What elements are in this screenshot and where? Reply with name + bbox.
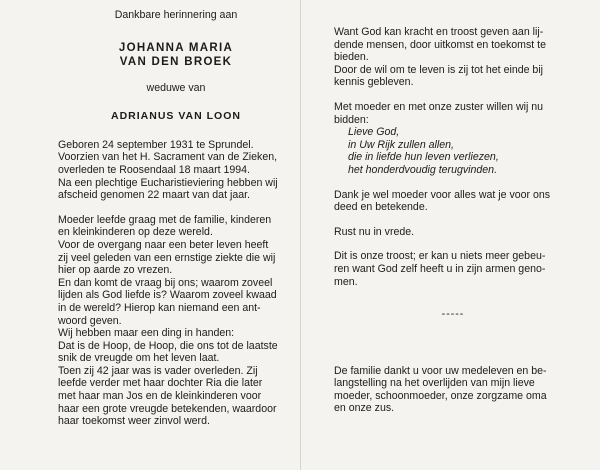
text-line: bieden. [334, 51, 369, 64]
text-line: Dit is onze troost; er kan u niets meer gebeu- [334, 250, 546, 263]
prayer-line: Lieve God, [348, 126, 400, 139]
text-line: lijden als God liefde is? Waarom zoveel kwaad [58, 289, 277, 302]
text-line: met haar man Jos en de kleinkinderen voor [58, 390, 262, 403]
bio-line: Voorzien van het H. Sacrament van de Zieken, [58, 151, 278, 164]
left-page [58, 0, 294, 428]
text-line: woord geven. [58, 314, 122, 327]
right-page [334, 0, 572, 415]
text-line: Toen zij 42 jaar was is vader overleden. Zij [58, 364, 258, 377]
card-fold-line [300, 0, 301, 470]
text-line: en kleinkinderen op deze wereld. [58, 226, 213, 239]
text-line: men. [334, 275, 358, 288]
text-line: Met moeder en met onze zuster willen wij nu [334, 100, 544, 113]
text-line: deed en betekende. [334, 201, 428, 214]
text-line: Want God kan kracht en troost geven aan lij- [334, 26, 544, 38]
prayer-intro [334, 101, 572, 126]
bio-line: Na een plechtige Eucharistieviering hebben wij [58, 176, 278, 189]
text-line: En dan komt de vraag bij ons; waarom zoveel [58, 276, 273, 289]
text-line: Voor de overgang naar een beter leven heeft [58, 238, 269, 251]
widow-of-text: weduwe van [146, 81, 206, 94]
text-line: in de wereld? Hierop kan niemand een ant- [58, 301, 261, 314]
prayer [334, 126, 572, 176]
text-line: hier op aarde zo vrezen. [58, 264, 173, 277]
text-line: ren want God zelf heeft u in zijn armen geno- [334, 262, 546, 275]
text-line: haar een grote vreugde betekenden, waardoor [58, 402, 277, 415]
text-line: Door de wil om te leven is zij tot het einde bij [334, 63, 544, 76]
rest-in-peace: Rust nu in vrede. [334, 225, 415, 238]
deceased-name-line2: VAN DEN BROEK [119, 55, 233, 68]
memorial-text [58, 214, 294, 428]
text-line: en onze zus. [334, 402, 395, 415]
text-line: snik de vreugde om het leven laat. [58, 352, 220, 365]
text-line: bidden: [334, 113, 369, 126]
text-line: De familie dankt u voor uw medeleven en be- [334, 364, 547, 377]
separator-dashes: ----- [441, 308, 465, 321]
text-line: langstelling na het overlijden van mijn lieve [334, 377, 535, 390]
husband-name: ADRIANUS VAN LOON [111, 110, 241, 123]
bio-line: afscheid genomen 22 maart van dat jaar. [58, 189, 250, 202]
prayer-line: die in liefde hun leven verliezen, [348, 151, 499, 164]
intro-text: Dankbare herinnering aan [114, 9, 238, 21]
text-line: Moeder leefde graag met de familie, kinderen [58, 213, 272, 226]
text-line: moeder, schoonmoeder, onze zorgzame oma [334, 389, 547, 402]
text-line: kennis gebleven. [334, 76, 414, 89]
text-line: haar toekomst weer zinvol werd. [58, 415, 210, 428]
bio-line: Geboren 24 september 1931 te Sprundel. [58, 138, 254, 151]
text-line: Dat is de Hoop, de Hoop, die ons tot de laatste [58, 339, 278, 352]
prayer-line: in Uw Rijk zullen allen, [348, 138, 454, 151]
text-line: Dank je wel moeder voor alles wat je voor ons [334, 188, 551, 201]
deceased-name-line1: JOHANNA MARIA [118, 41, 234, 54]
text-line: dende mensen, door uitkomst en toekomst te [334, 38, 546, 51]
bio-paragraph [58, 139, 294, 202]
thanks-mother-paragraph [334, 189, 572, 214]
consolation-paragraph [334, 250, 572, 288]
text-line: leefde verder met haar dochter Ria die later [58, 377, 263, 390]
bio-line: overleden te Roosendaal 18 maart 1994. [58, 163, 250, 176]
text-line: Wij hebben maar een ding in handen: [58, 327, 235, 340]
text-line: zij veel geleden van een ernstige ziekte die wij [58, 251, 276, 264]
comfort-paragraph [334, 26, 572, 89]
family-thanks-paragraph [334, 365, 572, 415]
prayer-line: het honderdvoudig terugvinden. [348, 163, 498, 176]
